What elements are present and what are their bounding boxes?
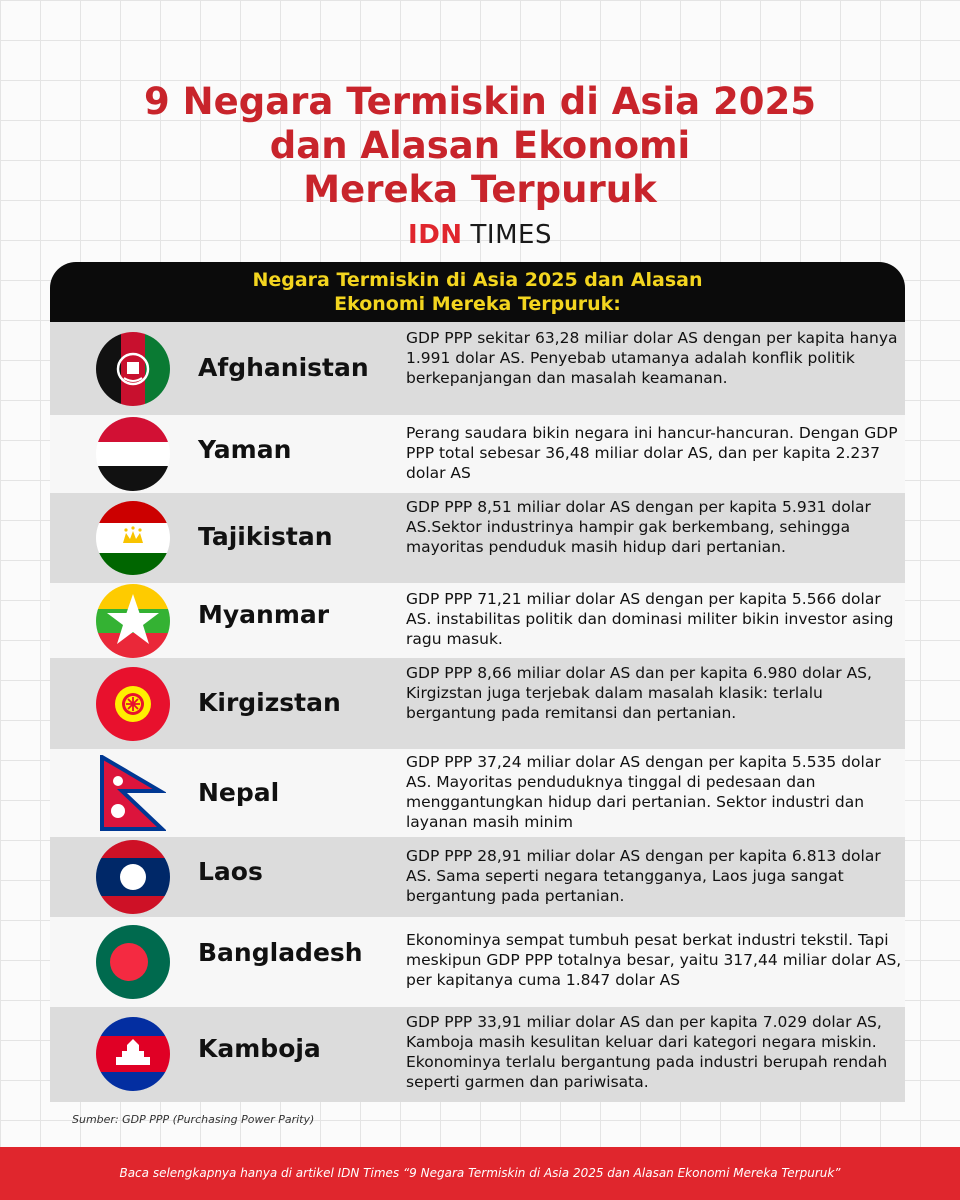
country-description: GDP PPP 8,51 miliar dolar AS dengan per kapita 5.931 dolar AS.Sektor industrinya hampir gak berkembang, sehingga mayoritas penduduk masih hidup dari pertanian. xyxy=(406,498,871,556)
country-description: GDP PPP 28,91 miliar dolar AS dengan per kapita 6.813 dolar AS. Sama seperti negara tetangganya, Laos juga sangat bergantung pada pertanian. xyxy=(406,847,881,905)
country-name: Yaman xyxy=(198,435,292,464)
logo-idn: IDN xyxy=(408,220,463,250)
kyrgyzstan-flag-icon xyxy=(96,667,170,741)
table-row-kirgizstan xyxy=(50,658,905,749)
title-line-1: 9 Negara Termiskin di Asia 2025 xyxy=(144,80,816,123)
country-name: Kirgizstan xyxy=(198,688,341,717)
bangladesh-flag-icon xyxy=(96,925,170,999)
title-line-3: Mereka Terpuruk xyxy=(303,168,657,211)
page-title xyxy=(0,80,960,212)
country-description: Perang saudara bikin negara ini hancur-hancuran. Dengan GDP PPP total sebesar 36,48 miliar dolar AS, dan per kapita 2.237 dolar AS xyxy=(406,424,898,482)
country-description: GDP PPP 33,91 miliar dolar AS dan per kapita 7.029 dolar AS, Kamboja masih kesulitan keluar dari kategori negara miskin. Ekonominya terlalu bergantung pada industri berupah rendah seperti garmen dan pariwisata. xyxy=(406,1013,888,1091)
table-heading-line-2: Ekonomi Mereka Terpuruk: xyxy=(334,293,621,315)
country-name: Bangladesh xyxy=(198,938,363,967)
table-row-kamboja xyxy=(50,1007,905,1102)
cambodia-flag-icon xyxy=(96,1017,170,1091)
table-row-laos xyxy=(50,837,905,917)
country-description: GDP PPP 8,66 miliar dolar AS dan per kapita 6.980 dolar AS, Kirgizstan juga terjebak dalam masalah klasik: terlalu bergantung pada remitansi dan pertanian. xyxy=(406,664,872,722)
table-row-tajikistan xyxy=(50,493,905,583)
country-description: GDP PPP sekitar 63,28 miliar dolar AS dengan per kapita hanya 1.991 dolar AS. Penyebab utamanya adalah konflik politik berkepanjangan dan masalah keamanan. xyxy=(406,329,898,387)
footer-text: Baca selengkapnya hanya di artikel IDN Times “9 Negara Termiskin di Asia 2025 dan Alasan Ekonomi Mereka Terpuruk” xyxy=(119,1166,841,1180)
country-name: Nepal xyxy=(198,778,280,807)
source-note: Sumber: GDP PPP (Purchasing Power Parity) xyxy=(72,1113,315,1126)
yemen-flag-icon xyxy=(96,417,170,491)
table-row-afghanistan xyxy=(50,322,905,415)
country-table xyxy=(50,262,905,1104)
idn-times-logo xyxy=(0,220,960,250)
table-row-bangladesh xyxy=(50,917,905,1007)
country-description: GDP PPP 37,24 miliar dolar AS dengan per kapita 5.535 dolar AS. Mayoritas penduduknya tinggal di pedesaan dan menggantungkan hidup dari pertanian. Sektor industri dan layanan masih minim xyxy=(406,753,881,831)
title-line-2: dan Alasan Ekonomi xyxy=(269,124,691,167)
country-description: GDP PPP 71,21 miliar dolar AS dengan per kapita 5.566 dolar AS. instabilitas politik dan dominasi militer bikin investor asing ragu masuk. xyxy=(406,590,894,648)
afghanistan-flag-icon xyxy=(96,332,170,406)
tajikistan-flag-icon xyxy=(96,501,170,575)
table-heading xyxy=(50,262,905,322)
country-name: Kamboja xyxy=(198,1034,321,1063)
country-name: Myanmar xyxy=(198,600,330,629)
table-row-myanmar xyxy=(50,583,905,658)
country-description: Ekonominya sempat tumbuh pesat berkat industri tekstil. Tapi meskipun GDP PPP totalnya besar, yaitu 317,44 miliar dolar AS, per kapitanya cuma 1.847 dolar AS xyxy=(406,931,902,989)
logo-times: TIMES xyxy=(470,220,552,250)
table-row-nepal xyxy=(50,749,905,837)
laos-flag-icon xyxy=(96,840,170,914)
country-name: Tajikistan xyxy=(198,522,333,551)
table-heading-line-1: Negara Termiskin di Asia 2025 dan Alasan xyxy=(252,269,703,291)
nepal-flag-icon xyxy=(100,755,166,831)
myanmar-flag-icon xyxy=(96,584,170,658)
country-name: Laos xyxy=(198,857,263,886)
country-name: Afghanistan xyxy=(198,353,369,382)
table-row-yaman xyxy=(50,415,905,493)
footer-banner xyxy=(0,1147,960,1200)
